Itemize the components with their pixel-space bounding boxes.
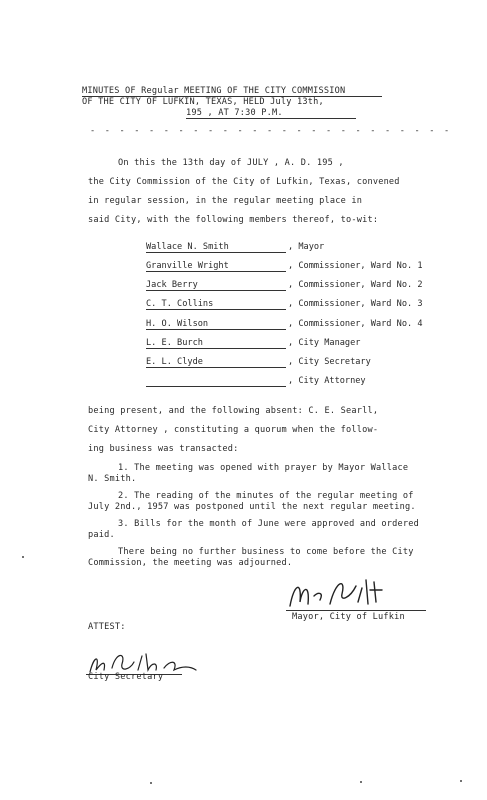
member-title: , City Attorney [288,376,366,386]
member-row [0,299,487,310]
item-2-line-1: 2. The reading of the minutes of the regular meeting of [118,491,414,501]
member-row [0,357,487,368]
header-underline-2 [186,118,356,119]
member-row [0,376,487,387]
intro-line-1: On this the 13th day of JULY , A. D. 195 , [118,158,344,168]
member-name: H. O. Wilson [146,319,286,330]
member-row [0,338,487,349]
attest-label: ATTEST: [88,622,126,632]
member-row [0,261,487,272]
mayor-signature-line [286,610,426,611]
member-name: E. L. Clyde [146,357,286,368]
item-1-line-1: 1. The meeting was opened with prayer by Mayor Wallace [118,463,409,473]
member-title: , Commissioner, Ward No. 1 [288,261,423,271]
scan-speck [22,556,24,558]
header-line-1: MINUTES OF Regular MEETING OF THE CITY COMMISSION [82,86,346,96]
member-name: Granville Wright [146,261,286,272]
member-name: Jack Berry [146,280,286,291]
member-row [0,319,487,330]
member-name: C. T. Collins [146,299,286,310]
secretary-label: City Secretary [88,672,164,682]
member-name [146,376,286,387]
mayor-label: Mayor, City of Lufkin [292,612,405,622]
item-1-line-2: N. Smith. [88,474,137,484]
intro-line-4: said City, with the following members thereof, to-wit: [88,215,379,225]
member-title: , City Secretary [288,357,371,367]
member-name: L. E. Burch [146,338,286,349]
header-line-2: OF THE CITY OF LUFKIN, TEXAS, HELD July 13th, [82,97,324,107]
closing-line-2: Commission, the meeting was adjourned. [88,558,293,568]
member-title: , Commissioner, Ward No. 4 [288,319,423,329]
separator-line: - - - - - - - - - - - - - - - - - - - - - - - - - [90,126,452,136]
mayor-signature-icon [284,574,434,614]
closing-line-1: There being no further business to come before the City [118,547,414,557]
item-2-line-2: July 2nd., 1957 was postponed until the next regular meeting. [88,502,416,512]
item-3-line-2: paid. [88,530,115,540]
header-underline [82,96,382,97]
intro-line-3: in regular session, in the regular meeting place in [88,196,363,206]
absent-line-3: ing business was transacted: [88,444,239,454]
absent-line-2: City Attorney , constituting a quorum when the follow- [88,425,379,435]
member-row [0,242,487,253]
member-title: , Commissioner, Ward No. 3 [288,299,423,309]
member-title: , Mayor [288,242,325,252]
member-title: , Commissioner, Ward No. 2 [288,280,423,290]
intro-line-2: the City Commission of the City of Lufkin, Texas, convened [88,177,400,187]
scan-speck [460,780,462,782]
item-3-line-1: 3. Bills for the month of June were approved and ordered [118,519,419,529]
member-title: , City Manager [288,338,361,348]
header-line-3: 195 , AT 7:30 P.M. [186,108,283,118]
scan-speck [360,781,362,783]
scan-speck [150,782,152,784]
member-name: Wallace N. Smith [146,242,286,253]
member-row [0,280,487,291]
absent-line-1: being present, and the following absent: C. E. Searll, [88,406,379,416]
